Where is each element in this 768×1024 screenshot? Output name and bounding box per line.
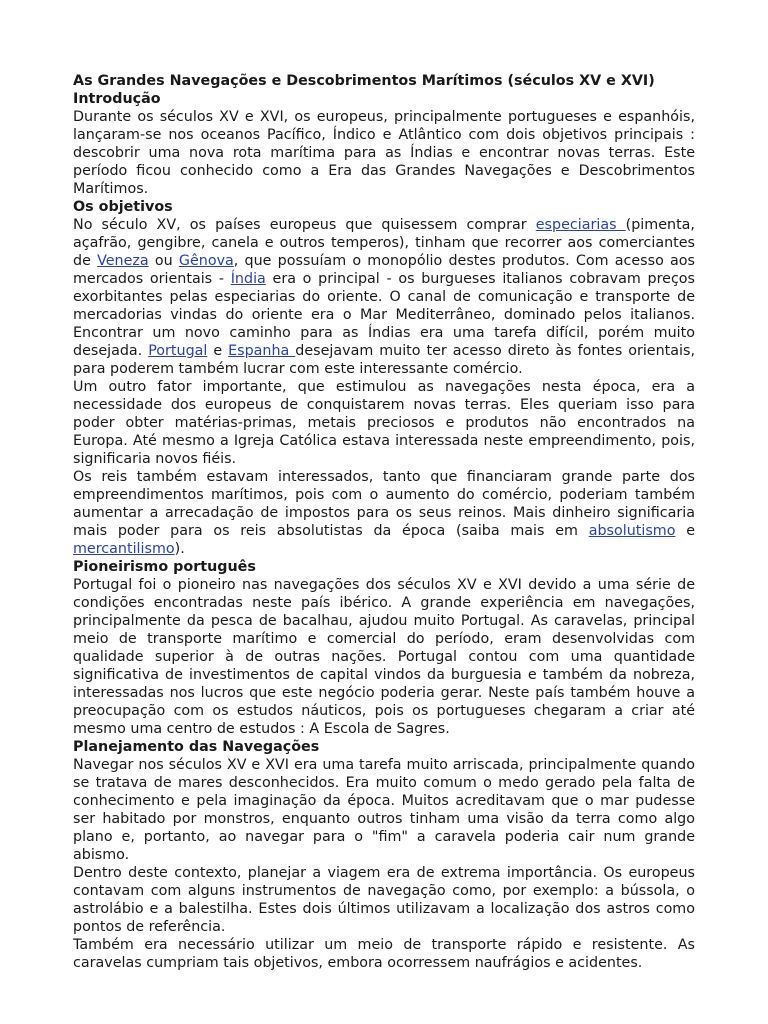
- paragraph-pioneirismo: Portugal foi o pioneiro nas navegações dos séculos XV e XVI devido a uma série de condições encontradas neste país ibérico. A grande experiência em navegações, principalmente da pesca de bacalhau, ajudou muito Portugal. As caravelas, principal meio de transporte marítimo e comercial do período, eram desenvolvidas com qualidade superior à de outras nações. Portugal contou com uma quantidade significativa de investimentos de capital vindos da burguesia e também da nobreza, interessadas nos lucros que este negócio poderia gerar. Neste país também houve a preocupação com os estudos náuticos, pois os portugueses chegaram a criar até mesmo uma centro de estudos : A Escola de Sagres.: [73, 577, 695, 737]
- section-heading-intro: Introdução: [73, 91, 161, 107]
- text-segment: Os reis também estavam interessados, tanto que financiaram grande parte dos empreendimentos marítimos, pois com o aumento do comércio, poderiam também aumentar a arrecadação de impostos para os seus reinos. Mais dinheiro significaria mais poder para os reis absolutistas da época (saiba mais em: [73, 469, 695, 539]
- paragraph-objetivos-1: [73, 216, 695, 378]
- text-segment: ou: [148, 253, 179, 269]
- text-segment: , que possuíam o monopólio destes produtos. Com acesso aos mercados orientais -: [73, 253, 695, 287]
- section-heading-pioneirismo: Pioneirismo português: [73, 559, 256, 575]
- link-espanha[interactable]: Espanha: [228, 343, 296, 359]
- paragraph-intro: Durante os séculos XV e XVI, os europeus, principalmente portugueses e espanhóis, lançaram-se nos oceanos Pacífico, Índico e Atlântico com dois objetivos principais : descobrir uma nova rota marítima para as Índias e encontrar novas terras. Este período ficou conhecido como a Era das Grandes Navegações e Descobrimentos Marítimos.: [73, 109, 695, 197]
- link-genova[interactable]: Gênova: [178, 253, 234, 269]
- link-portugal[interactable]: Portugal: [148, 343, 208, 359]
- text-segment: desejavam muito ter acesso direto às fontes orientais, para poderem também lucrar com este interessante comércio.: [73, 343, 696, 377]
- section-heading-objetivos: Os objetivos: [73, 199, 173, 215]
- document-page: [73, 72, 695, 972]
- document-title: As Grandes Navegações e Descobrimentos Marítimos (séculos XV e XVI): [73, 73, 655, 89]
- text-segment: (pimenta, açafrão, gengibre, canela e outros temperos), tinham que recorrer aos comerciantes de: [73, 217, 695, 269]
- link-mercantilismo[interactable]: mercantilismo: [73, 541, 175, 557]
- section-heading-planejamento: Planejamento das Navegações: [73, 739, 320, 755]
- paragraph-objetivos-2: Um outro fator importante, que estimulou as navegações nesta época, era a necessidade dos europeus de conquistarem novas terras. Eles queriam isso para poder obter matérias-primas, metais preciosos e produtos não encontrados na Europa. Até mesmo a Igreja Católica estava interessada neste empreendimento, pois, significaria novos fiéis.: [73, 379, 695, 467]
- text-segment: ).: [174, 541, 185, 557]
- paragraph-objetivos-3: [73, 468, 695, 558]
- link-india[interactable]: Índia: [230, 271, 266, 287]
- link-especiarias[interactable]: especiarias: [535, 217, 626, 233]
- text-segment: e: [675, 523, 695, 539]
- text-segment: era o principal - os burgueses italianos cobravam preços exorbitantes pelas especiarias do oriente. O canal de comunicação e transporte de mercadorias vindas do oriente era o Mar Mediterrâneo, dominado pelos italianos. Encontrar um novo caminho para as Índias era uma tarefa difícil, porém muito desejada.: [73, 271, 696, 359]
- text-segment: e: [207, 343, 229, 359]
- link-absolutismo[interactable]: absolutismo: [588, 523, 676, 539]
- paragraph-planejamento-3: Também era necessário utilizar um meio de transporte rápido e resistente. As caravelas cumpriam tais objetivos, embora ocorressem naufrágios e acidentes.: [73, 937, 695, 971]
- text-segment: No século XV, os países europeus que quisessem comprar: [73, 217, 536, 233]
- paragraph-planejamento-1: Navegar nos séculos XV e XVI era uma tarefa muito arriscada, principalmente quando se tratava de mares desconhecidos. Era muito comum o medo gerado pela falta de conhecimento e pela imaginação da época. Muitos acreditavam que o mar pudesse ser habitado por monstros, enquanto outros tinham uma visão da terra como algo plano e, portanto, ao navegar para o "fim" a caravela poderia cair num grande abismo.: [73, 757, 695, 863]
- paragraph-planejamento-2: Dentro deste contexto, planejar a viagem era de extrema importância. Os europeus contavam com alguns instrumentos de navegação como, por exemplo: a bússola, o astrolábio e a balestilha. Estes dois últimos utilizavam a localização dos astros como pontos de referência.: [73, 865, 695, 935]
- link-veneza[interactable]: Veneza: [97, 253, 149, 269]
